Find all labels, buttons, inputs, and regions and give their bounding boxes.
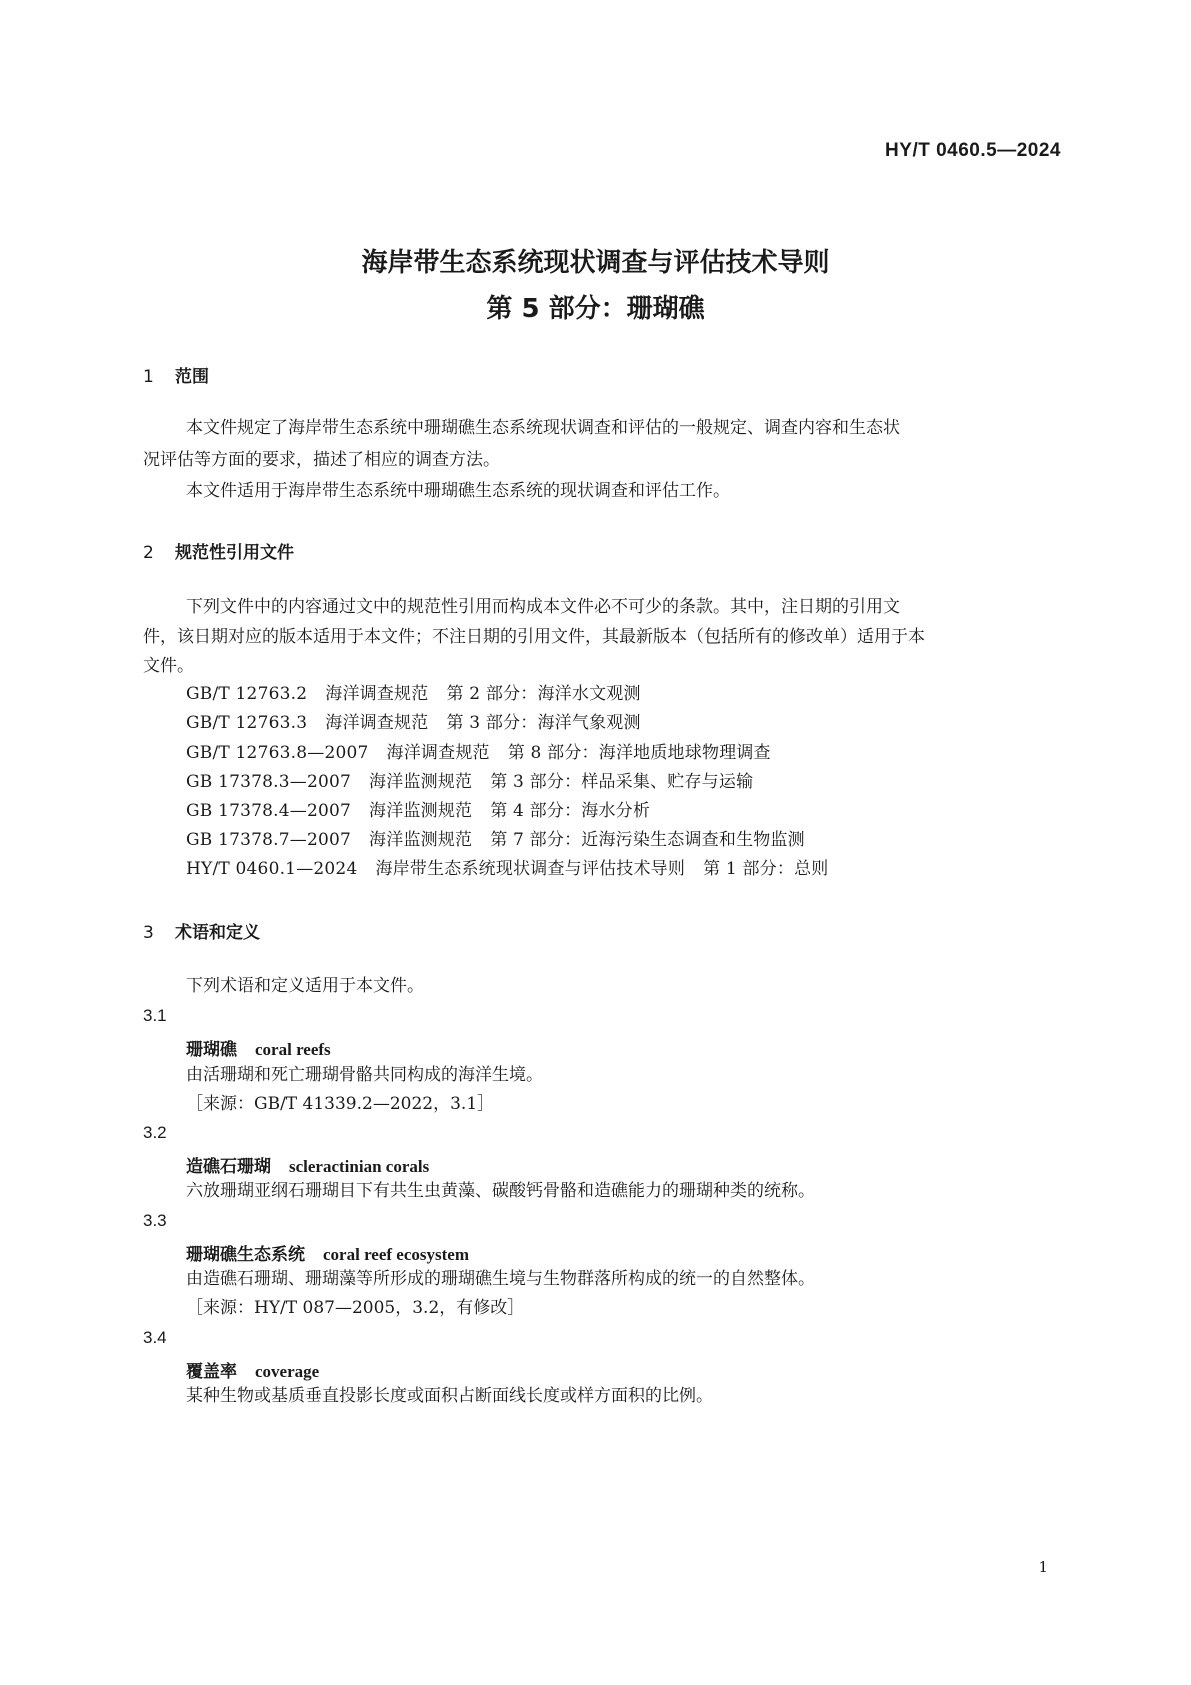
term-heading [186, 1357, 319, 1382]
reference-item [186, 859, 829, 879]
reference-part: 第 8 部分：海洋地质地球物理调查 [507, 743, 771, 763]
reference-code: GB 17378.3—2007 [186, 772, 352, 792]
term-en: coverage [255, 1362, 320, 1381]
paragraph-line: 下列文件中的内容通过文中的规范性引用而构成本文件必不可少的条款。其中，注日期的引用文 [186, 597, 900, 617]
term-source: ［来源：HY/T 087—2005，3.2，有修改］ [186, 1298, 525, 1318]
standard-code: HY/T 0460.5—2024 [885, 140, 1061, 161]
term-heading [186, 1035, 331, 1060]
reference-title: 海洋调查规范 [386, 743, 490, 763]
reference-title: 海岸带生态系统现状调查与评估技术导则 [375, 859, 686, 879]
reference-code: GB/T 12763.2 [186, 684, 308, 704]
reference-item [186, 801, 650, 821]
term-definition: 由造礁石珊瑚、珊瑚藻等所形成的珊瑚礁生境与生物群落所构成的统一的自然整体。 [186, 1269, 815, 1289]
paragraph-line: 件，该日期对应的版本适用于本文件；不注日期的引用文件，其最新版本（包括所有的修改单）适用于本 [143, 627, 925, 647]
section-number: 1 [143, 367, 154, 387]
term-zh: 覆盖率 [186, 1362, 237, 1382]
paragraph-line: 本文件规定了海岸带生态系统中珊瑚礁生态系统现状调查和评估的一般规定、调查内容和生态状 [186, 418, 900, 438]
reference-part: 第 4 部分：海水分析 [490, 801, 651, 821]
paragraph-line: 况评估等方面的要求，描述了相应的调查方法。 [143, 450, 500, 470]
reference-part: 第 7 部分：近海污染生态调查和生物监测 [490, 830, 805, 850]
reference-title: 海洋调查规范 [325, 684, 429, 704]
clause-number: 3.1 [143, 1006, 167, 1025]
document-title: 海岸带生态系统现状调查与评估技术导则 [361, 248, 830, 278]
page-number: 1 [1038, 1558, 1048, 1576]
term-zh: 造礁石珊瑚 [186, 1157, 271, 1177]
section-heading [143, 362, 209, 387]
term-heading [186, 1240, 469, 1265]
paragraph-line: 本文件适用于海岸带生态系统中珊瑚礁生态系统的现状调查和评估工作。 [186, 481, 730, 501]
section-heading [143, 538, 294, 563]
reference-item [186, 830, 805, 850]
reference-code: GB 17378.7—2007 [186, 830, 352, 850]
reference-code: HY/T 0460.1—2024 [186, 859, 358, 879]
reference-title: 海洋调查规范 [325, 713, 429, 733]
reference-part: 第 2 部分：海洋水文观测 [446, 684, 641, 704]
section-number: 3 [143, 923, 154, 943]
reference-item [186, 772, 753, 792]
document-subtitle: 第 5 部分：珊瑚礁 [486, 294, 705, 324]
term-zh: 珊瑚礁 [186, 1040, 237, 1060]
reference-part: 第 1 部分：总则 [703, 859, 829, 879]
term-definition: 由活珊瑚和死亡珊瑚骨骼共同构成的海洋生境。 [186, 1065, 543, 1085]
reference-code: GB 17378.4—2007 [186, 801, 352, 821]
term-en: scleractinian corals [289, 1157, 430, 1176]
paragraph-line: 文件。 [143, 656, 194, 676]
section-title: 规范性引用文件 [175, 543, 294, 563]
term-en: coral reefs [255, 1040, 331, 1059]
term-definition: 某种生物或基质垂直投影长度或面积占断面线长度或样方面积的比例。 [186, 1386, 713, 1406]
section-title: 术语和定义 [175, 923, 260, 943]
section-number: 2 [143, 543, 154, 563]
paragraph-line: 下列术语和定义适用于本文件。 [186, 976, 424, 996]
reference-part: 第 3 部分：样品采集、贮存与运输 [490, 772, 754, 792]
reference-title: 海洋监测规范 [369, 772, 473, 792]
reference-item [186, 713, 641, 733]
reference-code: GB/T 12763.8—2007 [186, 743, 369, 763]
reference-item [186, 684, 641, 704]
section-heading [143, 918, 260, 943]
reference-code: GB/T 12763.3 [186, 713, 308, 733]
clause-number: 3.4 [143, 1328, 167, 1347]
term-source: ［来源：GB/T 41339.2—2022，3.1］ [186, 1094, 495, 1114]
reference-title: 海洋监测规范 [369, 830, 473, 850]
term-en: coral reef ecosystem [323, 1245, 469, 1264]
term-zh: 珊瑚礁生态系统 [186, 1245, 305, 1265]
clause-number: 3.3 [143, 1211, 167, 1230]
term-heading [186, 1152, 429, 1177]
term-definition: 六放珊瑚亚纲石珊瑚目下有共生虫黄藻、碳酸钙骨骼和造礁能力的珊瑚种类的统称。 [186, 1181, 815, 1201]
section-title: 范围 [175, 367, 209, 387]
reference-title: 海洋监测规范 [369, 801, 473, 821]
reference-part: 第 3 部分：海洋气象观测 [446, 713, 641, 733]
clause-number: 3.2 [143, 1123, 167, 1142]
reference-item [186, 743, 771, 763]
